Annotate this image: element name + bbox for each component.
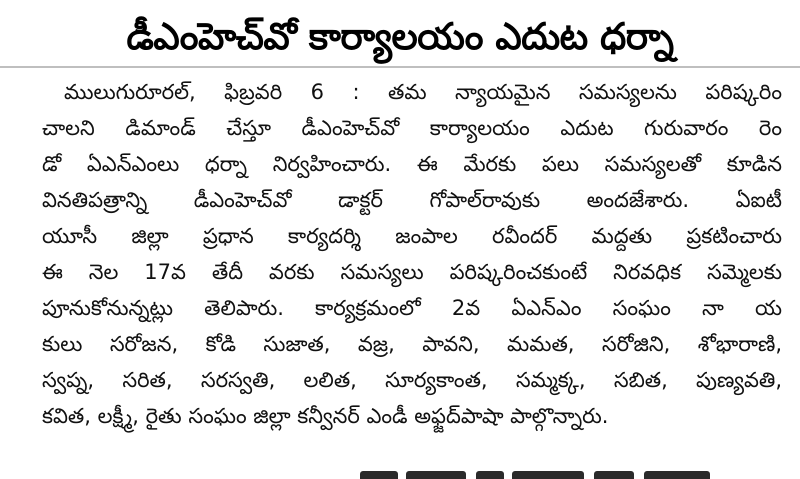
article-line-8: కులు సరోజన, కోడి సుజాత, వజ్ర, పావని, మమత, సరోజిని, శోభారాణి, — [42, 332, 782, 356]
article-line-10: కవిత, లక్ష్మీ, రైతు సంఘం జిల్లా కన్వీనర్ ఎండీ అఫ్జద్‌పాషా పాల్గొన్నారు. — [42, 404, 609, 428]
article-line-1: ములుగురూరల్, ఫిబ్రవరి 6 : తమ న్యాయమైన సమస్యలను పరిష్కరిం — [64, 80, 782, 104]
cropped-glyph — [476, 471, 504, 479]
cropped-glyph — [360, 471, 398, 479]
article-headline: డీఎంహెచ్‌వో కార్యాలయం ఎదుట ధర్నా — [126, 15, 674, 58]
article-body — [42, 74, 782, 434]
article-line-5: యూసీ జిల్లా ప్రధాన కార్యదర్శి జంపాల రవీందర్ మద్దతు ప్రకటించారు — [42, 224, 782, 248]
headline-divider — [0, 66, 800, 68]
article-line-2: చాలని డిమాండ్ చేస్తూ డీఎంహెచ్‌వో కార్యాలయం ఎదుట గురువారం రెం — [42, 116, 782, 140]
cropped-glyph — [594, 471, 634, 479]
cropped-glyph — [406, 471, 466, 479]
article-line-3: డో ఏఎన్‌ఎంలు ధర్నా నిర్వహించారు. ఈ మేరకు పలు సమస్యలతో కూడిన — [42, 152, 782, 176]
cropped-next-article-text — [360, 468, 720, 479]
cropped-glyph — [644, 471, 710, 479]
article-line-7: పూనుకోనున్నట్లు తెలిపారు. కార్యక్రమంలో 2వ ఏఎన్‌ఎం సంఘం నా య — [42, 296, 782, 320]
article-line-4: వినతిపత్రాన్ని డీఎంహెచ్‌వో డాక్టర్ గోపాల్‌రావుకు అందజేశారు. ఏఐటీ — [42, 188, 782, 212]
cropped-glyph — [512, 471, 584, 479]
article-line-6: ఈ నెల 17వ తేదీ వరకు సమస్యలు పరిష్కరించకుంటే నిరవధిక సమ్మెలకు — [42, 260, 782, 284]
article-line-9: స్వప్న, సరిత, సరస్వతి, లలిత, సూర్యకాంత, సమ్మక్క, సబిత, పుణ్యవతి, — [42, 368, 782, 392]
